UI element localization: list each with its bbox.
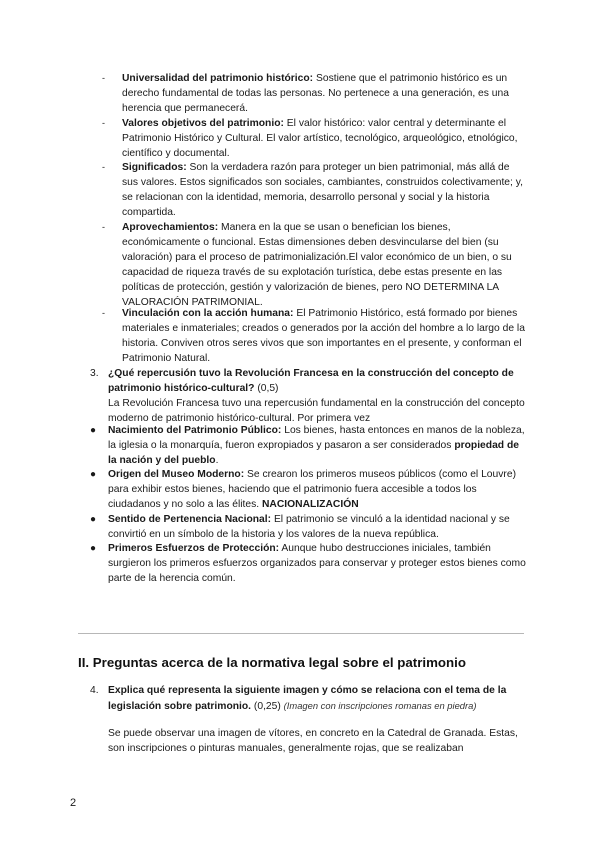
term: Sentido de Pertenencia Nacional: xyxy=(108,514,272,525)
sub-item-vinculacion xyxy=(102,306,528,366)
question-3 xyxy=(80,366,532,396)
bullet-marker: ● xyxy=(90,543,97,554)
description: El Patrimonio Histórico, está formado por bienes materiales e inmateriales; creados o generados por la acción del hombre a lo largo de la historia. Conviven otros seres vivos que son importantes en el presente, y conforman el Patrimonio Natural. xyxy=(122,308,525,364)
page-number: 2 xyxy=(70,797,77,809)
punctuation: . xyxy=(215,455,219,466)
term: Vinculación con la acción humana: xyxy=(122,308,294,319)
description: Sostiene que el patrimonio histórico es un derecho fundamental de todas las personas. No pertenece a una generación, es una herencia que permanecerá. xyxy=(122,73,509,114)
dash-marker: - xyxy=(102,118,105,128)
emphasis: propiedad de la nación y del pueblo xyxy=(108,440,519,466)
term: Aprovechamientos: xyxy=(122,222,219,233)
sub-item-valores xyxy=(102,116,528,161)
description: Los bienes, hasta entonces en manos de la nobleza, la iglesia o la monarquía, fueron expropiados y pasaron a ser considerados xyxy=(108,425,525,451)
question-note: (Imagen con inscripciones romanas en piedra) xyxy=(283,700,477,711)
description: Son la verdadera razón para proteger un bien patrimonial, más allá de sus valores. Estos significados son sociales, cambiantes, construidos colectivamente; y, se relacionan con la identidad, memoria, desarrollo personal y social y la historia compartida. xyxy=(122,162,524,218)
description: Manera en la que se usan o benefician los bienes, económicamente o funcional. Estas dimensiones deben desvincularse del bien (su valoración) para el proceso de patrimonialización.El valor económico de un bien, o su capacidad de riqueza través de su explotación turística, debe estas presente en las políticas de protección, gestión y valorización de bienes, pero NO DETERMINA LA VALORACIÓN PATRIMONIAL. xyxy=(122,222,512,308)
question-score: (0,25) xyxy=(251,701,284,712)
dash-marker: - xyxy=(102,73,105,83)
term: Nacimiento del Patrimonio Público: xyxy=(108,425,282,436)
answer-4: Se puede observar una imagen de vítores, en concreto en la Catedral de Granada. Estas, son inscripciones o pinturas manuales, generalmente rojas, que se realizaban xyxy=(108,728,518,754)
question-number: 4. xyxy=(90,685,99,696)
sub-item-universalidad xyxy=(102,71,528,116)
description: El valor histórico: valor central y determinante el Patrimonio Histórico y Cultural. El valor artístico, tecnológico, arqueológico, etnológico, científico y documental. xyxy=(122,118,518,159)
question-text: ¿Qué repercusión tuvo la Revolución Francesa en la construcción del concepto de patrimonio histórico-cultural? xyxy=(108,368,514,394)
dash-marker: - xyxy=(102,162,105,172)
question-score: (0,5) xyxy=(254,383,279,394)
dash-marker: - xyxy=(102,308,105,318)
term: Origen del Museo Moderno: xyxy=(108,469,245,480)
term: Universalidad del patrimonio histórico: xyxy=(122,73,314,84)
term: Valores objetivos del patrimonio: xyxy=(122,118,284,129)
section-divider xyxy=(78,633,524,634)
sub-item-significados xyxy=(102,160,528,220)
bullet-marker: ● xyxy=(90,469,97,480)
bullet-marker: ● xyxy=(90,425,97,436)
bullet-patrimonio-publico xyxy=(90,423,530,468)
question-4 xyxy=(80,683,532,714)
bullet-marker: ● xyxy=(90,514,97,525)
description: Aunque hubo destrucciones iniciales, también surgieron los primeros esfuerzos organizados para conservar y proteger estos bienes como parte de la herencia común. xyxy=(108,543,526,584)
emphasis: NACIONALIZACIÓN xyxy=(261,499,359,510)
question-text: Explica qué representa la siguiente imagen y cómo se relaciona con el tema de la legislación sobre patrimonio. xyxy=(108,685,507,712)
bullet-pertenencia-nacional xyxy=(90,512,530,542)
term: Primeros Esfuerzos de Protección: xyxy=(108,543,280,554)
section-heading: II. Preguntas acerca de la normativa legal sobre el patrimonio xyxy=(78,655,466,670)
dash-marker: - xyxy=(102,222,105,232)
answer-3: La Revolución Francesa tuvo una repercusión fundamental en la construcción del concepto moderno de patrimonio histórico-cultural. Por primera vez xyxy=(108,398,525,424)
question-number: 3. xyxy=(90,368,99,379)
bullet-esfuerzos-proteccion xyxy=(90,541,530,586)
sub-item-aprovechamientos xyxy=(102,220,528,310)
bullet-museo-moderno xyxy=(90,467,530,512)
description: Se crearon los primeros museos públicos (como el Louvre) para exhibir estos bienes, haciendo que el patrimonio fuera accesible a todos los ciudadanos y no solo a las élites. xyxy=(108,469,516,510)
description: El patrimonio se vinculó a la identidad nacional y se convirtió en un símbolo de la historia y los valores de la nueva república. xyxy=(108,514,510,540)
term: Significados: xyxy=(122,162,187,173)
